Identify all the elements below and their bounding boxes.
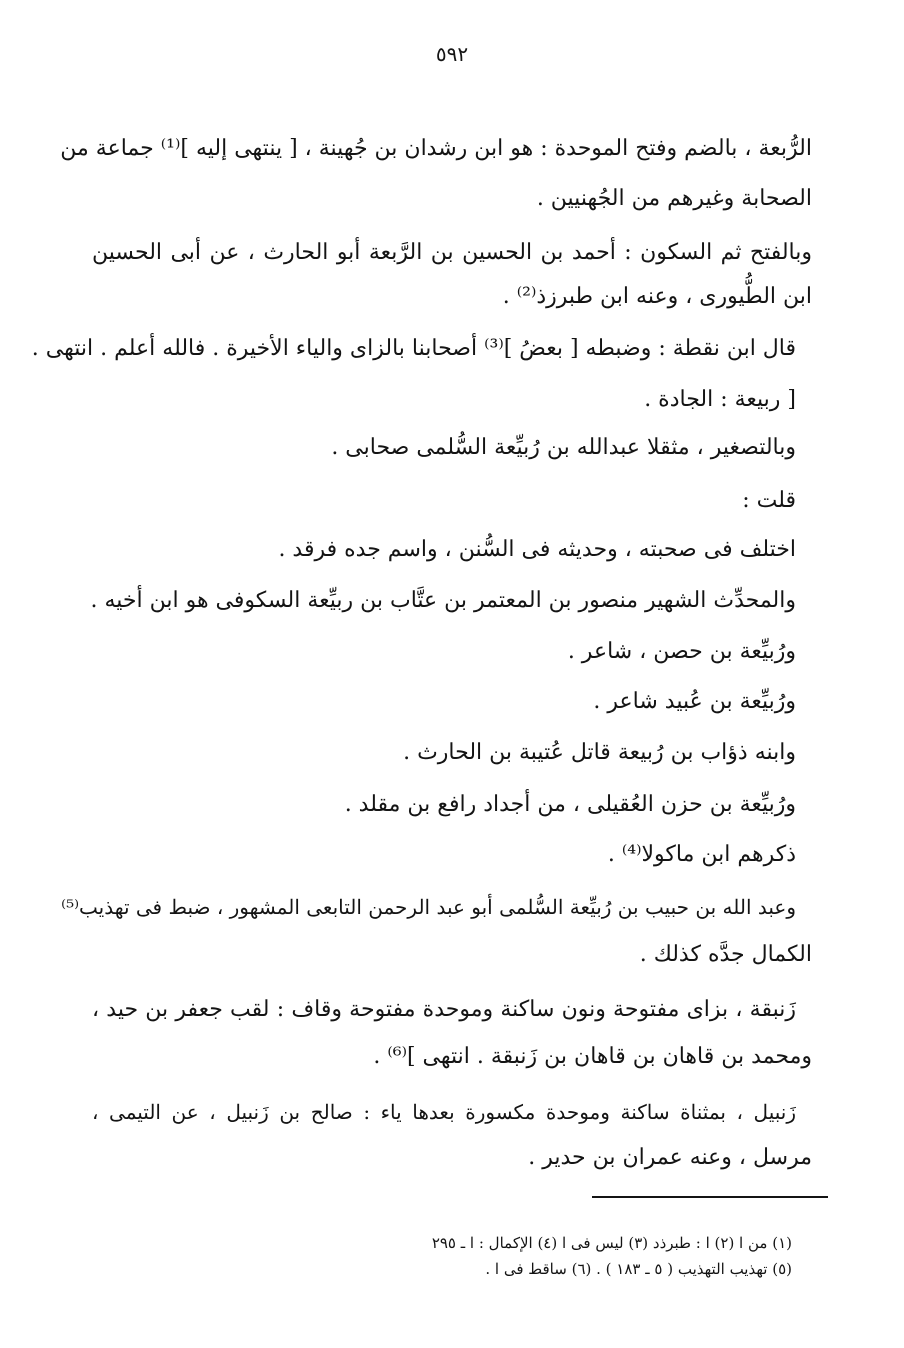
- text-line: والمحدِّث الشهير منصور بن المعتمر بن عتَّاب بن ربيِّعة السكوفى هو ابن أخيه .: [90, 588, 796, 613]
- text-line: اختلف فى صحبته ، وحديثه فى السُّنن ، واسم جده فرقد .: [278, 537, 796, 562]
- page-number: ٥٩٢: [435, 42, 469, 66]
- text-line: وبالفتح ثم السكون : أحمد بن الحسين بن الرَّبعة أبو الحارث ، عن أبى الحسين: [92, 240, 812, 265]
- footnote-line: (١) من ا (٢) ا : طبرذد (٣) ليس فى ا (٤) الإكمال : ا ـ ٢٩٥: [431, 1234, 792, 1252]
- text-line: [ ربيعة : الجادة .: [644, 387, 796, 412]
- text-line: قلت :: [742, 488, 796, 513]
- text-line: زَنبيل ، بمثناة ساكنة وموحدة مكسورة بعدها ياء : صالح بن زَنبيل ، عن التيمى ،: [92, 1100, 796, 1124]
- text-line: ابن الطُّيورى ، وعنه ابن طبرزذ⁽²⁾ .: [502, 284, 812, 309]
- text-line: قال ابن نقطة : وضبطه [ بعضُ ]⁽³⁾ أصحابنا بالزاى والياء الأخيرة . فالله أعلم . انتهى .: [31, 336, 796, 361]
- text-line: الكمال جدَّه كذلك .: [639, 942, 812, 967]
- footnote-separator: [592, 1196, 828, 1198]
- text-line: وعبد الله بن حبيب بن رُبيِّعة السُّلمى أبو عبد الرحمن التابعى المشهور ، ضبط فى تهذيب⁽⁵⁾: [61, 895, 796, 919]
- text-line: ورُبيِّعة بن حصن ، شاعر .: [567, 639, 796, 664]
- text-line: الصحابة وغيرهم من الجُهنيين .: [536, 186, 812, 211]
- text-line: مرسل ، وعنه عمران بن حدير .: [528, 1145, 812, 1170]
- footnote-line: (٥) تهذيب التهذيب ( ٥ ـ ١٨٣ ) . (٦) ساقط فى ا .: [485, 1260, 792, 1278]
- text-line: ورُبيِّعة بن عُبيد شاعر .: [593, 689, 796, 714]
- text-line: ومحمد بن قاهان بن قاهان بن زَنبقة . انتهى ]⁽⁶⁾ .: [373, 1044, 812, 1069]
- text-line: زَنبقة ، بزاى مفتوحة ونون ساكنة وموحدة مفتوحة وقاف : لقب جعفر بن حيد ،: [92, 997, 796, 1022]
- text-line: وبالتصغير ، مثقلا عبدالله بن رُبيِّعة السُّلمى صحابى .: [331, 435, 796, 460]
- text-line: ورُبيِّعة بن حزن العُقيلى ، من أجداد رافع بن مقلد .: [344, 792, 796, 817]
- text-line: الرُّبعة ، بالضم وفتح الموحدة : هو ابن رشدان بن جُهينة ، [ ينتهى إليه ]⁽¹⁾ جماعة من: [60, 136, 812, 161]
- text-line: ذكرهم ابن ماكولا⁽⁴⁾ .: [607, 842, 796, 867]
- text-line: وابنه ذؤاب بن رُبيعة قاتل عُتيبة بن الحارث .: [403, 740, 796, 765]
